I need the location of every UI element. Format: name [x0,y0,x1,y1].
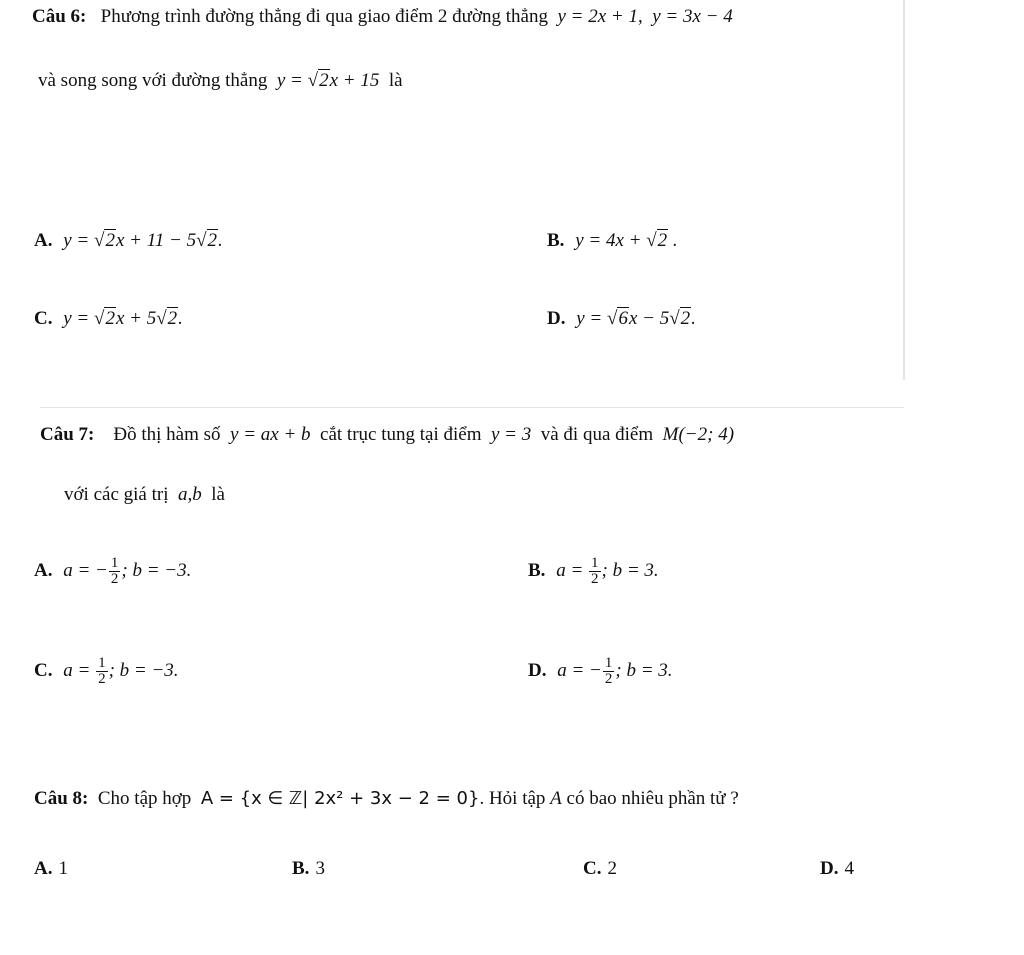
q8-set: A = {x ∈ ℤ| 2x² + 3x − 2 = 0} [200,788,480,809]
q7-option-d-letter: D. [528,659,547,681]
q6-option-b[interactable] [547,230,678,252]
q6-stem-line2 [38,70,403,92]
q8-option-d[interactable] [820,858,854,880]
q7-stem-line2 [64,484,225,506]
q7-option-c-a: a = [63,659,96,681]
q7-option-a-b: ; b = −3. [121,559,192,581]
q7-stem-line1 [40,424,734,446]
q7-option-d-fraction: $\frac{1}{2}$ [604,655,613,687]
q7-label: Câu 7: [40,424,95,445]
q6-line-eq: y = √2x + 15 [276,70,380,91]
q6-eq1: y = 2x + 1 [557,6,638,27]
q7-text4: với các giá trị [64,484,169,505]
q6-option-a[interactable] [34,230,223,252]
q6-option-c[interactable] [34,308,183,330]
q6-option-d[interactable] [547,308,696,330]
q8-option-a-letter: A. [34,858,53,879]
q7-option-d[interactable] [528,656,673,687]
q7-option-d-b: ; b = 3. [615,659,673,681]
q7-option-c-fraction: $\frac{1}{2}$ [98,655,106,687]
q6-option-c-letter: C. [34,308,53,329]
q6-eq2: y = 3x − 4 [652,6,733,27]
q6-option-a-letter: A. [34,230,53,251]
q8-option-c[interactable] [583,858,617,880]
q8-option-b[interactable] [292,858,325,880]
q7-text1: Đồ thị hàm số [113,424,221,445]
q8-text1: Cho tập hợp [97,788,192,809]
q8-text3: có bao nhiêu phần tử ? [566,788,739,809]
q8-label: Câu 8: [34,788,89,809]
q7-func: y = ax + b [230,424,311,445]
q8-text2: . Hỏi tập [479,788,546,809]
q6-option-d-letter: D. [547,308,566,329]
q6-text2: và song song với đường thẳng [38,70,268,91]
q8-option-b-value: 3 [315,858,325,879]
q7-option-b-fraction: $\frac{1}{2}$ [591,555,599,587]
q6-option-c-text: y = √2x + 5√2. [63,308,183,329]
page-divider-horizontal [40,407,904,408]
q6-text1: Phương trình đường thẳng đi qua giao điểm 2 đường thẳng [100,6,548,27]
q8-option-b-letter: B. [292,858,310,879]
page-divider-vertical [903,0,905,380]
q8-option-c-value: 2 [607,858,617,879]
q7-option-c-b: ; b = −3. [108,659,179,681]
q6-comma: , [637,6,643,27]
q7-text3: và đi qua điểm [540,424,654,445]
q8-option-c-letter: C. [583,858,602,879]
q6-option-d-text: y = √6x − 5√2. [576,308,696,329]
q6-option-b-letter: B. [547,230,565,251]
q8-option-d-value: 4 [844,858,854,879]
q7-option-a-letter: A. [34,559,53,581]
q7-option-c[interactable] [34,656,179,687]
q6-option-b-text: y = 4x + √2 . [575,230,678,251]
q6-la: là [388,70,403,91]
q7-option-b[interactable] [528,556,659,587]
q8-option-a[interactable] [34,858,68,880]
q7-option-a-fraction: $\frac{1}{2}$ [110,555,119,587]
q7-option-a[interactable] [34,556,191,587]
q6-label: Câu 6: [32,6,87,27]
q8-stem [34,788,739,810]
q8-option-d-letter: D. [820,858,839,879]
q7-point-y: y = 3 [490,424,532,445]
q7-option-b-b: ; b = 3. [601,559,659,581]
q7-option-b-letter: B. [528,559,546,581]
q7-option-d-a: a = − [557,659,602,681]
q7-option-c-letter: C. [34,659,53,681]
q8-setname: A [550,788,562,809]
q6-stem-line1 [32,6,733,28]
q7-vars: a,b [177,484,202,505]
q8-option-a-value: 1 [58,858,68,879]
q7-option-a-a: a = − [63,559,108,581]
q7-text2: cắt trục tung tại điểm [320,424,482,445]
q7-la: là [211,484,225,505]
q7-option-b-a: a = [556,559,589,581]
q6-option-a-text: y = √2x + 11 − 5√2. [63,230,223,251]
q7-point-m: M(−2; 4) [662,424,735,445]
